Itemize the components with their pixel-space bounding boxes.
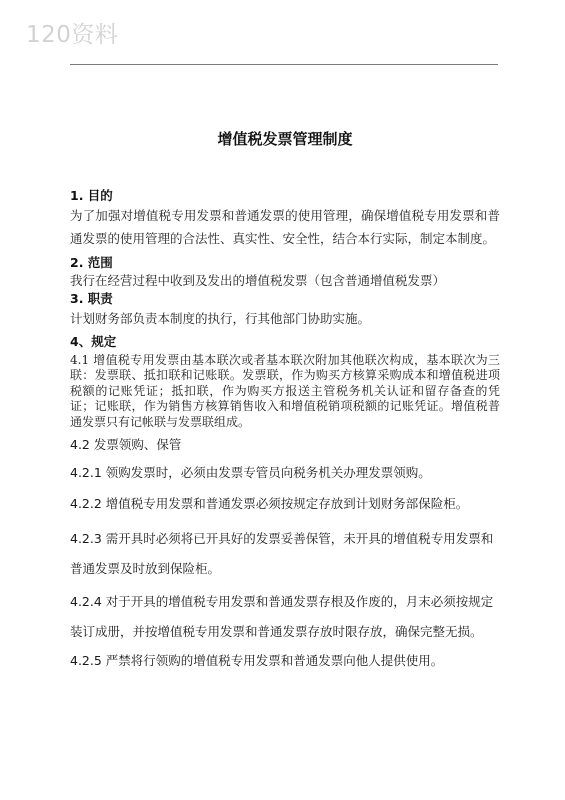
- document-body: [70, 120, 500, 681]
- rule-4-2-5: 4.2.5 严禁将行领购的增值税专用发票和普通发票向他人提供使用。: [70, 653, 444, 668]
- rule-4-2-2: 4.2.2 增值税专用发票和普通发票必须按规定存放到计划财务部保险柜。: [70, 496, 469, 511]
- header-rule: [70, 64, 498, 65]
- section-heading-scope: 2. 范围: [70, 255, 113, 270]
- document-title: 增值税发票管理制度: [217, 130, 353, 148]
- section-heading-purpose: 1. 目的: [70, 188, 113, 203]
- section-heading-rules: 4、规定: [70, 333, 117, 349]
- rule-4-2-1: 4.2.1 领购发票时，必须由发票专管员向税务机关办理发票领购。: [70, 465, 431, 480]
- rule-4-2: 4.2 发票领购、保管: [70, 437, 182, 452]
- section-heading-duty: 3. 职责: [70, 291, 113, 306]
- section-body-duty: 计划财务部负责本制度的执行，行其他部门协助实施。: [70, 311, 371, 326]
- watermark: 120资料: [26, 22, 119, 48]
- rule-4-1: 4.1 增值税专用发票由基本联次或者基本联次附加其他联次构成，基本联次为三联：发票联、抵扣联和记账联。发票联，作为购买方核算采购成本和增值税进项税额的记账凭证；抵扣联，作为购买方报送主管税务机关认证和留存备查的凭证；记账联，作为销售方核算销售收入和增值税销项税额的记账凭证。增值税普通发票只有记帐联与发票联组成。: [70, 352, 500, 429]
- section-body-purpose: 为了加强对增值税专用发票和普通发票的使用管理，确保增值税专用发票和普通发票的使用管理的合法性、真实性、安全性，结合本行实际，制定本制度。: [70, 208, 500, 246]
- rule-4-2-4: 4.2.4 对于开具的增值税专用发票和普通发票存根及作废的，月末必须按规定装订成册，并按增值税专用发票和普通发票存放时限存放，确保完整无损。: [70, 594, 494, 639]
- section-body-scope: 我行在经营过程中收到及发出的增值税发票（包含普通增值税发票）: [70, 273, 446, 288]
- rule-4-2-3: 4.2.3 需开具时必须将已开具好的发票妥善保管，未开具的增值税专用发票和普通发票及时放到保险柜。: [70, 531, 494, 576]
